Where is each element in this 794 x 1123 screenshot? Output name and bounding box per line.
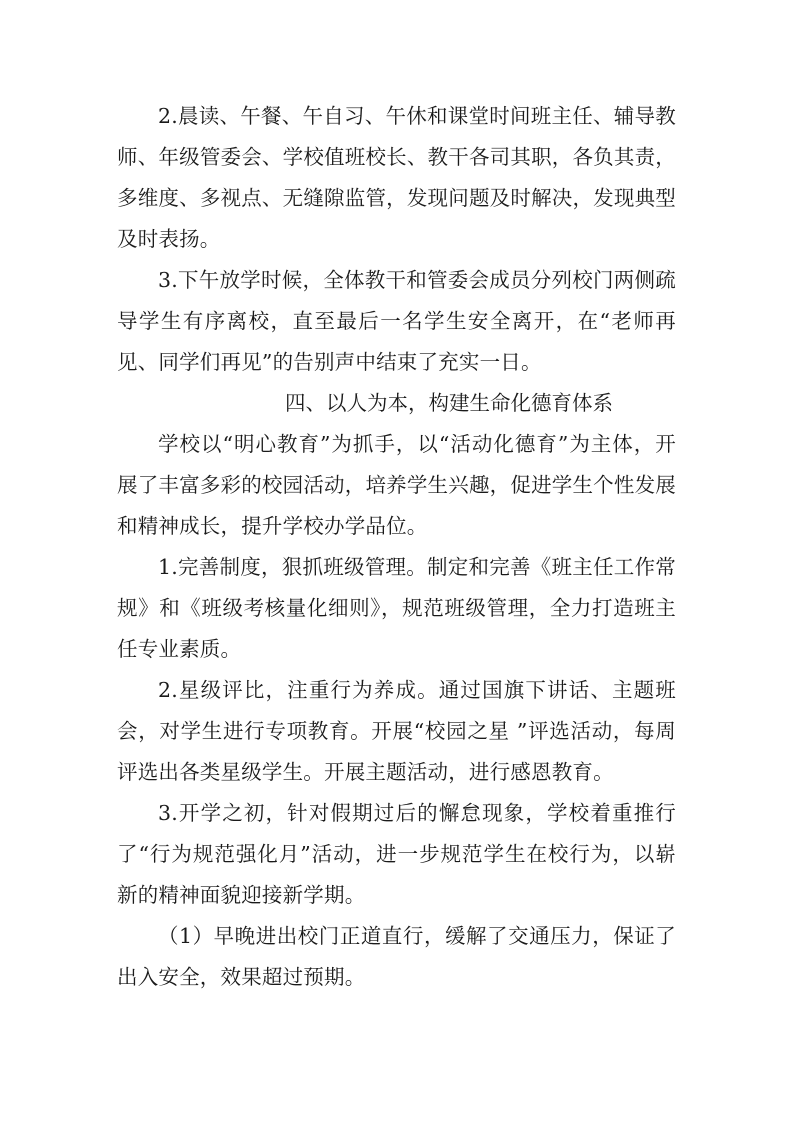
paragraph-4: 1.完善制度，狠抓班级管理。制定和完善《班主任工作常规》和《班级考核量化细则》，规范班级管理，全力打造班主任专业素质。: [117, 555, 676, 661]
paragraph-5: 2.星级评比，注重行为养成。通过国旗下讲话、主题班会，对学生进行专项教育。开展“校园之星 ”评选活动，每周评选出各类星级学生。开展主题活动，进行感恩教育。: [117, 678, 676, 784]
paragraph-6: 3.开学之初，针对假期过后的懈怠现象，学校着重推行了“行为规范强化月”活动，进一步规范学生在校行为，以崭新的精神面貌迎接新学期。: [117, 801, 676, 907]
paragraph-7: （1）早晚进出校门正道直行，缓解了交通压力，保证了出入安全，效果超过预期。: [117, 924, 676, 989]
paragraph-1: 2.晨读、午餐、午自习、午休和课堂时间班主任、辅导教师、年级管委会、学校值班校长、教干各司其职，各负其责，多维度、多视点、无缝隙监管，发现问题及时解决，发现典型及时表扬。: [117, 104, 676, 251]
paragraph-3: 学校以“明心教育”为抓手，以“活动化德育”为主体，开展了丰富多彩的校园活动，培养学生兴趣，促进学生个性发展和精神成长，提升学校办学品位。: [117, 432, 676, 538]
section-heading: 四、以人为本，构建生命化德育体系: [285, 391, 613, 415]
paragraph-2: 3.下午放学时候，全体教干和管委会成员分列校门两侧疏导学生有序离校，直至最后一名学生安全离开，在“老师再见、同学们再见”的告别声中结束了充实一日。: [117, 268, 676, 374]
